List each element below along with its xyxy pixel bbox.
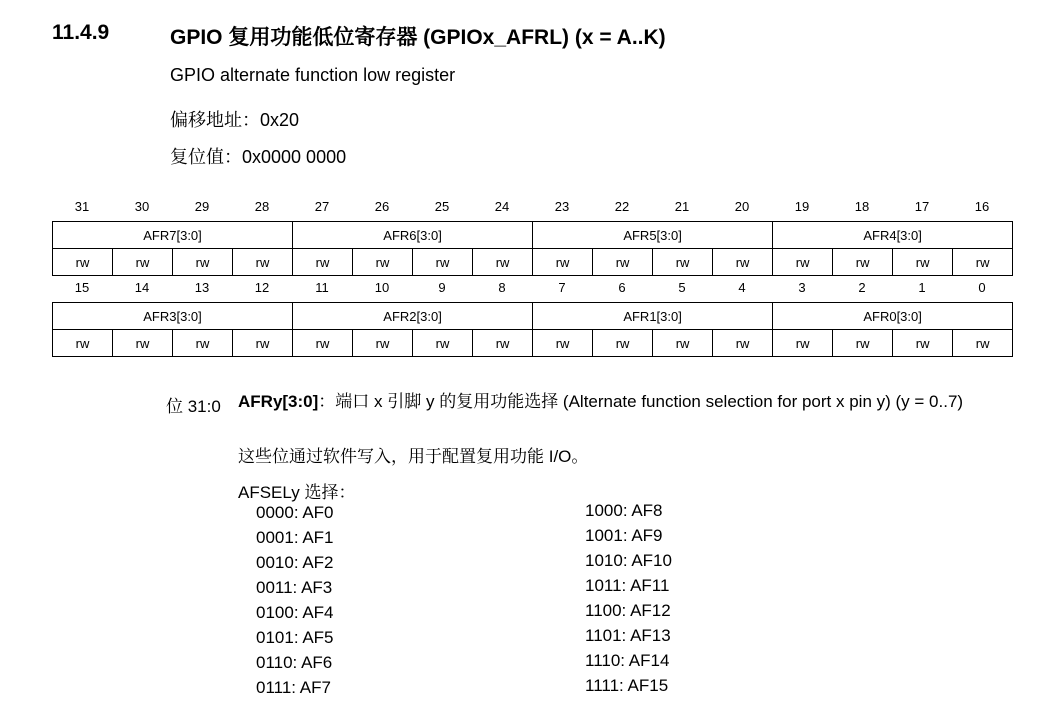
access-cell: rw — [293, 330, 353, 357]
field-afr7: AFR7[3:0] — [53, 222, 293, 249]
bit-number: 26 — [374, 199, 390, 214]
access-cell: rw — [593, 249, 653, 276]
access-cell: rw — [713, 249, 773, 276]
field-afr0: AFR0[3:0] — [773, 303, 1013, 330]
af-map-entry: 0000: AF0 — [256, 503, 334, 522]
bit-number: 29 — [194, 199, 210, 214]
af-map-entry: 0110: AF6 — [256, 653, 333, 672]
af-map-entry: 1010: AF10 — [585, 551, 672, 570]
bit-number: 5 — [678, 280, 686, 295]
access-cell: rw — [773, 330, 833, 357]
bit-number: 11 — [315, 280, 329, 295]
field-afr5: AFR5[3:0] — [533, 222, 773, 249]
field-afr6: AFR6[3:0] — [293, 222, 533, 249]
af-map-entry: 0100: AF4 — [256, 603, 334, 622]
section-title: GPIO 复用功能低位寄存器 (GPIOx_AFRL) (x = A..K) — [170, 26, 666, 49]
access-cell: rw — [53, 330, 113, 357]
af-map-entry: 1011: AF11 — [585, 576, 670, 595]
field-afr4: AFR4[3:0] — [773, 222, 1013, 249]
access-cell: rw — [113, 330, 173, 357]
access-cell: rw — [353, 330, 413, 357]
bit-number: 24 — [494, 199, 510, 214]
field-name: AFRy[3:0] — [238, 392, 319, 411]
access-cell: rw — [533, 330, 593, 357]
access-cell: rw — [173, 330, 233, 357]
field-afr3: AFR3[3:0] — [53, 303, 293, 330]
access-cell: rw — [473, 249, 533, 276]
lower-register-table — [52, 302, 1013, 357]
access-cell: rw — [293, 249, 353, 276]
access-cell: rw — [53, 249, 113, 276]
bit-number: 10 — [374, 280, 390, 295]
access-cell: rw — [953, 249, 1013, 276]
field-note: 这些位通过软件写入，用于配置复用功能 I/O。 — [238, 447, 589, 466]
register-subtitle: GPIO alternate function low register — [170, 65, 456, 85]
bit-number: 12 — [254, 280, 270, 295]
select-label: AFSELy 选择： — [238, 483, 356, 502]
af-map-entry: 0111: AF7 — [256, 678, 331, 697]
lower-bit-header — [52, 278, 1012, 298]
bit-number: 1 — [918, 280, 926, 295]
bit-number: 31 — [74, 199, 90, 214]
bit-number: 16 — [974, 199, 990, 214]
reset-value: 复位值：0x0000 0000 — [170, 147, 347, 167]
bit-number: 9 — [438, 280, 446, 295]
bit-number: 3 — [798, 280, 806, 295]
af-map-entry: 0101: AF5 — [256, 628, 334, 647]
offset-address: 偏移地址：0x20 — [170, 110, 300, 130]
af-map-entry: 1111: AF15 — [585, 676, 669, 695]
access-cell: rw — [833, 249, 893, 276]
af-map-entry: 1101: AF13 — [585, 626, 671, 645]
access-cell: rw — [233, 249, 293, 276]
bit-number: 0 — [978, 280, 986, 295]
bit-number: 15 — [74, 280, 90, 295]
field-afr1: AFR1[3:0] — [533, 303, 773, 330]
bit-number: 28 — [254, 199, 270, 214]
access-cell: rw — [893, 330, 953, 357]
access-cell: rw — [593, 330, 653, 357]
bit-number: 27 — [314, 199, 330, 214]
upper-register-table — [52, 221, 1013, 276]
bit-number: 18 — [854, 199, 870, 214]
field-description — [238, 392, 998, 412]
access-cell: rw — [653, 249, 713, 276]
access-cell: rw — [233, 330, 293, 357]
upper-bit-header — [52, 197, 1012, 217]
access-cell: rw — [353, 249, 413, 276]
field-bits: 位 31:0 — [166, 397, 221, 416]
bit-number: 30 — [134, 199, 150, 214]
bit-number: 20 — [734, 199, 750, 214]
bit-number: 7 — [558, 280, 566, 295]
section-number: 11.4.9 — [52, 21, 110, 44]
af-map-entry: 1110: AF14 — [585, 651, 670, 670]
access-cell: rw — [773, 249, 833, 276]
access-cell: rw — [953, 330, 1013, 357]
bit-number: 4 — [738, 280, 746, 295]
af-map-entry: 1100: AF12 — [585, 601, 671, 620]
bit-number: 8 — [498, 280, 506, 295]
bit-number: 13 — [194, 280, 210, 295]
bit-number: 19 — [794, 199, 810, 214]
af-map-entry: 0001: AF1 — [256, 528, 334, 547]
af-map-right — [585, 498, 672, 698]
af-map-entry: 1000: AF8 — [585, 501, 663, 520]
af-map-entry: 1001: AF9 — [585, 526, 663, 545]
bit-number: 21 — [674, 199, 690, 214]
access-cell: rw — [113, 249, 173, 276]
af-map-entry: 0011: AF3 — [256, 578, 333, 597]
bit-number: 2 — [858, 280, 866, 295]
bit-number: 17 — [914, 199, 930, 214]
af-map-left — [256, 500, 334, 700]
bit-number: 23 — [554, 199, 570, 214]
af-map-entry: 0010: AF2 — [256, 553, 334, 572]
access-cell: rw — [893, 249, 953, 276]
bit-number: 6 — [618, 280, 626, 295]
field-afr2: AFR2[3:0] — [293, 303, 533, 330]
access-cell: rw — [473, 330, 533, 357]
access-cell: rw — [533, 249, 593, 276]
access-cell: rw — [833, 330, 893, 357]
access-cell: rw — [413, 330, 473, 357]
bit-number: 14 — [134, 280, 150, 295]
access-cell: rw — [413, 249, 473, 276]
access-cell: rw — [653, 330, 713, 357]
bit-number: 25 — [434, 199, 450, 214]
field-desc-text: ：端口 x 引脚 y 的复用功能选择 (Alternate function selection for port x pin y) (y = 0..7) — [318, 392, 964, 411]
access-cell: rw — [713, 330, 773, 357]
bit-number: 22 — [614, 199, 630, 214]
access-cell: rw — [173, 249, 233, 276]
